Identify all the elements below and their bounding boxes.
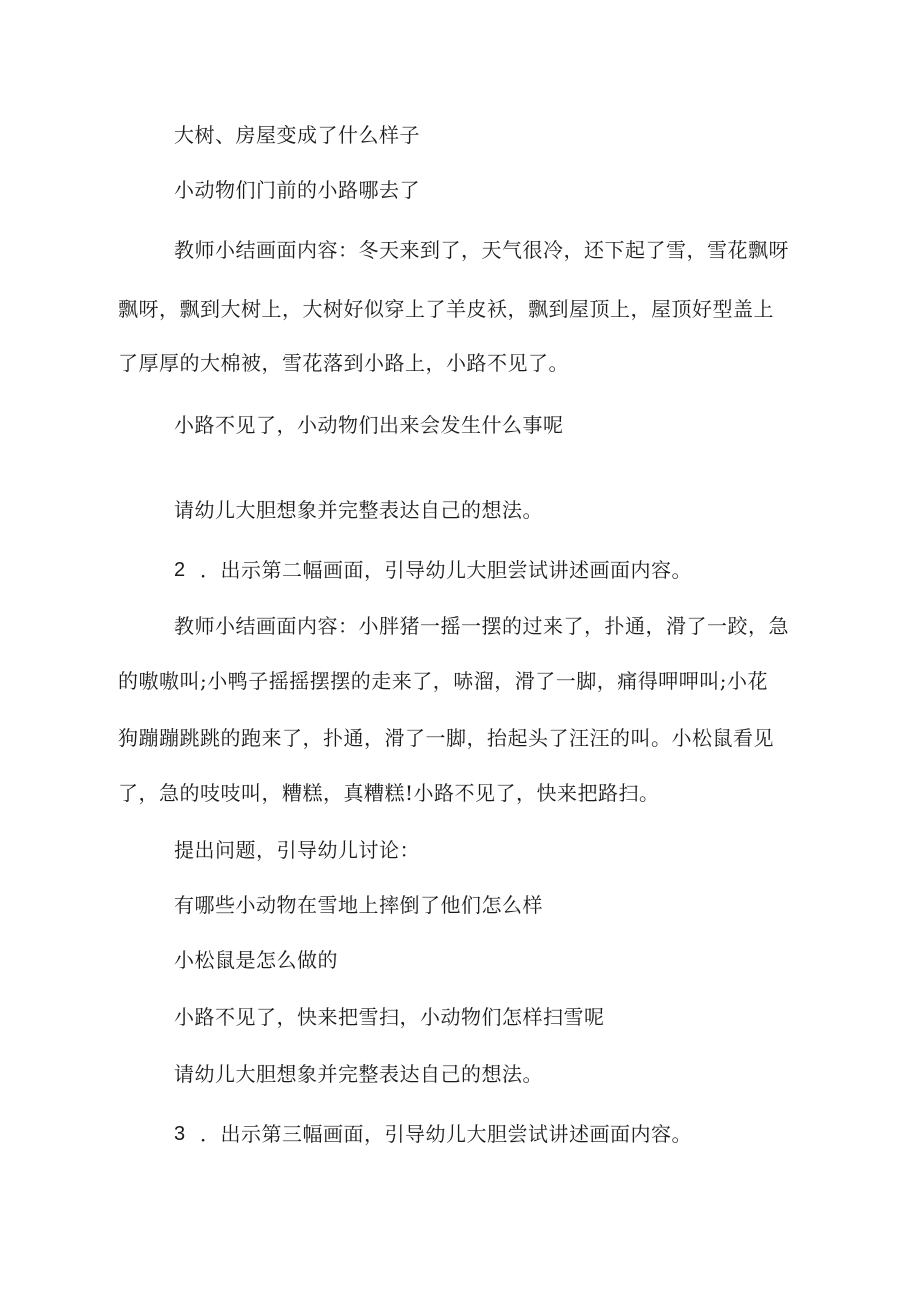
paragraph-imagine-2: 请幼儿大胆想象并完整表达自己的想法。: [174, 1062, 543, 1086]
step-number-2: 2: [174, 559, 186, 581]
step-2-text: ．出示第二幅画面，引导幼儿大胆尝试讲述画面内容。: [200, 558, 692, 582]
paragraph-question-path: 小动物们门前的小路哪去了: [174, 178, 420, 202]
paragraph-summary-2-line-4: 了，急的吱吱叫，糟糕，真糟糕!小路不见了，快来把路扫。: [118, 781, 660, 805]
paragraph-summary-1-line-2: 飘呀，飘到大树上，大树好似穿上了羊皮袄，飘到屋顶上，屋顶好型盖上: [118, 297, 774, 321]
paragraph-question-what-happens: 小路不见了，小动物们出来会发生什么事呢: [174, 413, 564, 437]
paragraph-question-trees-houses: 大树、房屋变成了什么样子: [174, 123, 420, 147]
paragraph-question-animals-fell: 有哪些小动物在雪地上摔倒了他们怎么样: [174, 893, 543, 917]
step-3-text: ．出示第三幅画面，引导幼儿大胆尝试讲述画面内容。: [200, 1122, 692, 1146]
step-number-3: 3: [174, 1123, 186, 1145]
paragraph-summary-2-line-3: 狗蹦蹦跳跳的跑来了，扑通，滑了一脚，抬起头了汪汪的叫。小松鼠看见: [118, 726, 774, 750]
paragraph-imagine-1: 请幼儿大胆想象并完整表达自己的想法。: [174, 498, 543, 522]
paragraph-question-squirrel: 小松鼠是怎么做的: [174, 948, 338, 972]
paragraph-summary-1-line-1: 教师小结画面内容：冬天来到了，天气很冷，还下起了雪，雪花飘呀: [174, 238, 789, 262]
paragraph-summary-1-line-3: 了厚厚的大棉被，雪花落到小路上，小路不见了。: [118, 351, 569, 375]
paragraph-question-sweep-snow: 小路不见了，快来把雪扫，小动物们怎样扫雪呢: [174, 1005, 605, 1029]
paragraph-discussion-intro: 提出问题，引导幼儿讨论：: [174, 838, 420, 862]
paragraph-summary-2-line-1: 教师小结画面内容：小胖猪一摇一摆的过来了，扑通，滑了一跤，急: [174, 614, 789, 638]
paragraph-summary-2-line-2: 的嗷嗷叫;小鸭子摇摇摆摆的走来了，哧溜，滑了一脚，痛得呷呷叫;小花: [118, 669, 768, 693]
